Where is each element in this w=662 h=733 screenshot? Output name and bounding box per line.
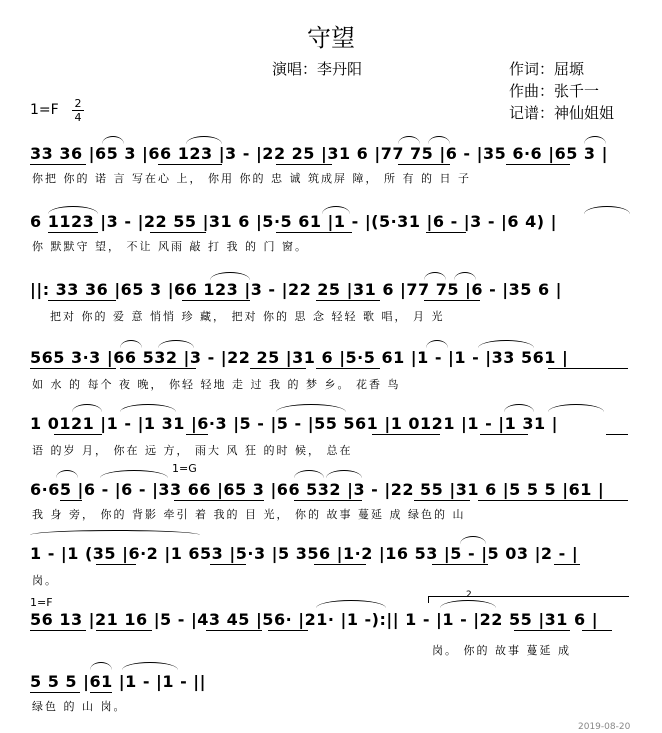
- lyrics-line-1: 你把 你的 诺 言 写在心 上， 你用 你的 忠 诚 筑成屏 障， 所 有 的 日 子: [32, 172, 471, 185]
- beam: [48, 232, 98, 233]
- beam: [48, 300, 116, 301]
- tie: [548, 404, 604, 412]
- beam: [158, 164, 222, 165]
- beam: [316, 300, 380, 301]
- composer-credit: 作曲：张千一: [509, 82, 600, 100]
- time-signature: [72, 98, 84, 123]
- beam: [480, 434, 528, 435]
- slur: [186, 136, 222, 144]
- slur: [72, 404, 102, 412]
- tie: [478, 340, 534, 348]
- beam: [250, 368, 306, 369]
- lyrics-line-6: 我 身 旁， 你的 背影 牵引 着 我的 目 光， 你的 故事 蔓延 成 绿色的 山: [32, 508, 466, 521]
- key-change: 1=F: [30, 596, 53, 609]
- volta-number: 2: [466, 590, 472, 600]
- notation-line-7: 1 - |1 (35 |6·2 |1 653 |5·3 |5 356 |1·2 |16 53 |5 - |5 03 |2 - |: [30, 544, 579, 563]
- beam: [372, 434, 440, 435]
- beam: [398, 164, 450, 165]
- slur: [120, 340, 142, 348]
- beam: [96, 564, 136, 565]
- beam: [276, 164, 332, 165]
- slur: [294, 470, 324, 478]
- tie: [120, 404, 176, 412]
- slur: [398, 136, 420, 144]
- slur: [426, 340, 448, 348]
- time-signature-top: 2: [74, 97, 82, 110]
- slur: [584, 206, 630, 214]
- notation-line-8: 56 13 |21 16 |5 - |43 45 |56· |21· |1 -):|| 1 - |1 - |22 55 |31 6 |: [30, 610, 599, 629]
- song-title: 守望: [307, 24, 355, 52]
- lyrics-line-9: 绿色 的 山 岗。: [32, 700, 127, 713]
- slur: [102, 136, 124, 144]
- beam: [432, 564, 488, 565]
- singer-credit: 演唱：李丹阳: [272, 60, 363, 78]
- beam: [30, 368, 116, 369]
- slur: [210, 272, 250, 280]
- time-signature-bottom: 4: [74, 111, 82, 124]
- notation-line-6: 6·65 |6 - |6 - |33 66 |65 3 |66 532 |3 - |22 55 |31 6 |5 5 5 |61 |: [30, 480, 605, 499]
- beam: [426, 232, 466, 233]
- notation-line-2: 6 1123 |3 - |22 55 |31 6 |5·5 61 |1 - |(5·31 |6 - |3 - |6 4) |: [30, 212, 557, 231]
- beam: [606, 434, 628, 435]
- tie: [100, 470, 168, 478]
- beam: [294, 500, 362, 501]
- beam: [30, 692, 80, 693]
- key-change: 1=G: [172, 462, 197, 475]
- beam: [96, 630, 152, 631]
- tie: [122, 662, 178, 670]
- tie: [316, 600, 386, 608]
- tie-long: [30, 530, 200, 535]
- beam: [174, 500, 264, 501]
- beam: [548, 368, 628, 369]
- slur: [326, 470, 362, 478]
- beam: [314, 564, 366, 565]
- beam: [90, 692, 112, 693]
- beam: [424, 300, 480, 301]
- beam: [150, 232, 206, 233]
- slur: [158, 340, 194, 348]
- lyrics-line-2: 你 默默守 望， 不让 风雨 敲 打 我 的 门 窗。: [32, 240, 308, 253]
- slur: [584, 136, 606, 144]
- slur: [56, 470, 78, 478]
- lyrics-line-3: 把对 你的 爱 意 悄悄 珍 藏， 把对 你的 思 念 轻轻 歌 唱， 月 光: [50, 310, 445, 323]
- slur: [428, 136, 450, 144]
- tie: [276, 404, 346, 412]
- notation-line-5: 1 0121 |1 - |1 31 |6·3 |5 - |5 - |55 561 |1 0121 |1 - |1 31 |: [30, 414, 558, 433]
- beam: [276, 232, 352, 233]
- beam: [554, 564, 580, 565]
- beam: [514, 630, 570, 631]
- beam: [414, 500, 470, 501]
- beam: [54, 434, 102, 435]
- beam: [120, 368, 196, 369]
- beam: [60, 500, 82, 501]
- slur: [454, 272, 476, 280]
- beam: [30, 630, 86, 631]
- beam: [30, 164, 86, 165]
- notation-line-1: 33 36 |65 3 |66 123 |3 - |22 25 |31 6 |77 75 |6 - |35 6·6 |65 3 |: [30, 144, 608, 163]
- notation-line-4: 565 3·3 |66 532 |3 - |22 25 |31 6 |5·5 61 |1 - |1 - |33 561 |: [30, 348, 569, 367]
- slur: [504, 404, 534, 412]
- beam: [268, 630, 308, 631]
- lyrics-line-7: 岗。: [32, 574, 58, 587]
- beam: [182, 300, 250, 301]
- transcriber-credit: 记谱：神仙姐姐: [509, 104, 615, 122]
- beam: [582, 630, 612, 631]
- lyricist-credit: 作词：屈塬: [509, 60, 585, 78]
- notation-line-9: 5 5 5 |61 |1 - |1 - ||: [30, 672, 206, 691]
- notation-line-3: ||: 33 36 |65 3 |66 123 |3 - |22 25 |31 6 |77 75 |6 - |35 6 |: [30, 280, 563, 299]
- lyrics-line-5: 语 的岁 月， 你在 远 方， 雨大 风 狂 的时 候， 总在: [32, 444, 353, 457]
- slur: [424, 272, 446, 280]
- date-stamp: 2019-08-20: [578, 722, 631, 732]
- key-signature: 1=F: [30, 102, 59, 118]
- lyrics-line-4: 如 水 的 每个 夜 晚， 你轻 轻地 走 过 我 的 梦 乡。 花香 鸟: [32, 378, 401, 391]
- beam: [210, 564, 246, 565]
- slur: [460, 536, 486, 544]
- beam: [316, 368, 380, 369]
- beam: [506, 164, 570, 165]
- beam: [206, 630, 262, 631]
- lyrics-line-8: 岗。 你的 故事 蔓延 成: [432, 644, 571, 657]
- beam: [478, 500, 628, 501]
- slur: [90, 662, 112, 670]
- beam: [186, 434, 208, 435]
